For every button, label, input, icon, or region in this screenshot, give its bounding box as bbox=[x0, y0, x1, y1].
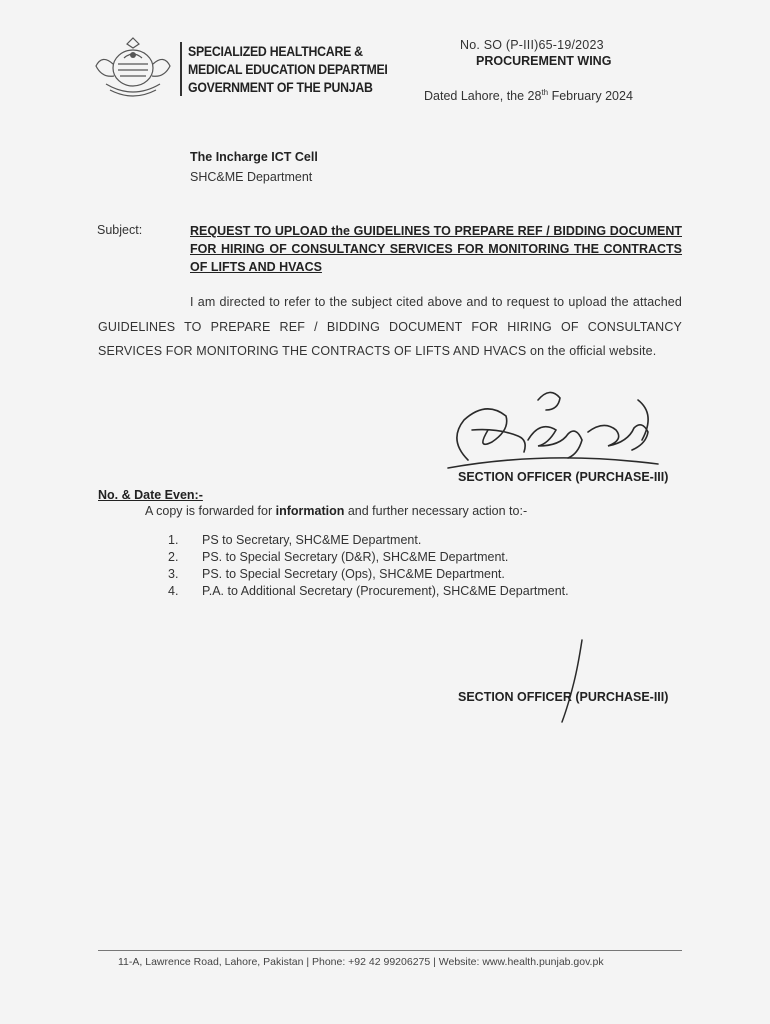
government-emblem-logo bbox=[92, 34, 174, 100]
subject-text: REQUEST TO UPLOAD the GUIDELINES TO PREPARE REF / BIDDING DOCUMENT FOR HIRING OF CONSULTANCY SERVICES FOR MONITORING THE CONTRACTS OF LIFTS AND HVACS bbox=[190, 224, 682, 274]
subject-label: Subject: bbox=[97, 223, 143, 237]
list-item-text: P.A. to Additional Secretary (Procurement), SHC&ME Department. bbox=[202, 584, 569, 598]
list-item-number: 1. bbox=[168, 533, 179, 547]
list-item bbox=[168, 550, 569, 567]
list-item-text: PS. to Special Secretary (Ops), SHC&ME Department. bbox=[202, 567, 505, 581]
list-item bbox=[168, 533, 569, 550]
list-item-number: 2. bbox=[168, 550, 179, 564]
distribution-list bbox=[168, 533, 569, 601]
list-item-number: 3. bbox=[168, 567, 179, 581]
date-suffix: February 2024 bbox=[548, 89, 633, 104]
list-item bbox=[168, 567, 569, 584]
addressee-department: SHC&ME Department bbox=[190, 170, 313, 184]
copy-intro-after: and further necessary action to:- bbox=[344, 504, 528, 518]
date-prefix: Dated Lahore, the 28 bbox=[424, 89, 542, 104]
date-superscript: th bbox=[541, 88, 549, 97]
procurement-wing: PROCUREMENT WING bbox=[476, 54, 612, 68]
body-paragraph-text: I am directed to refer to the subject cited above and to request to upload the attached GUIDELINES TO PREPARE REF / BIDDING DOCUMENT FOR HIRING OF CONSULTANCY SERVICES FOR MONITORING THE CONTRACTS OF LIFTS AND HVACS on the official website. bbox=[98, 295, 682, 358]
reference-number: No. SO (P-III)65-19/2023 bbox=[460, 38, 604, 52]
body-paragraph bbox=[98, 290, 682, 364]
copy-intro-bold: information bbox=[275, 504, 345, 518]
copy-intro-before: A copy is forwarded for bbox=[145, 504, 276, 518]
list-item bbox=[168, 584, 569, 601]
section-officer-signature-2: SECTION OFFICER (PURCHASE-III) bbox=[458, 690, 669, 704]
department-line-2: MEDICAL EDUCATION DEPARTMEI bbox=[188, 61, 388, 77]
list-item-text: PS. to Special Secretary (D&R), SHC&ME Department. bbox=[202, 550, 509, 564]
list-item-text: PS to Secretary, SHC&ME Department. bbox=[202, 533, 422, 547]
handwritten-signature bbox=[428, 380, 668, 480]
footer-divider bbox=[98, 950, 682, 951]
department-line-3: GOVERNMENT OF THE PUNJAB bbox=[188, 79, 373, 95]
date-line bbox=[424, 88, 633, 103]
section-officer-signature-1: SECTION OFFICER (PURCHASE-III) bbox=[458, 470, 669, 484]
department-line-1: SPECIALIZED HEALTHCARE & bbox=[188, 43, 363, 59]
addressee-title: The Incharge ICT Cell bbox=[190, 150, 318, 164]
list-item-number: 4. bbox=[168, 584, 179, 598]
initial-stroke bbox=[552, 636, 592, 726]
no-and-date-even: No. & Date Even:- bbox=[98, 488, 203, 502]
department-name-block bbox=[180, 42, 424, 96]
footer-contact: 11-A, Lawrence Road, Lahore, Pakistan | Phone: +92 42 99206275 | Website: www.health.punjab.gov.pk bbox=[118, 956, 604, 968]
copy-forwarded-line bbox=[145, 504, 527, 518]
